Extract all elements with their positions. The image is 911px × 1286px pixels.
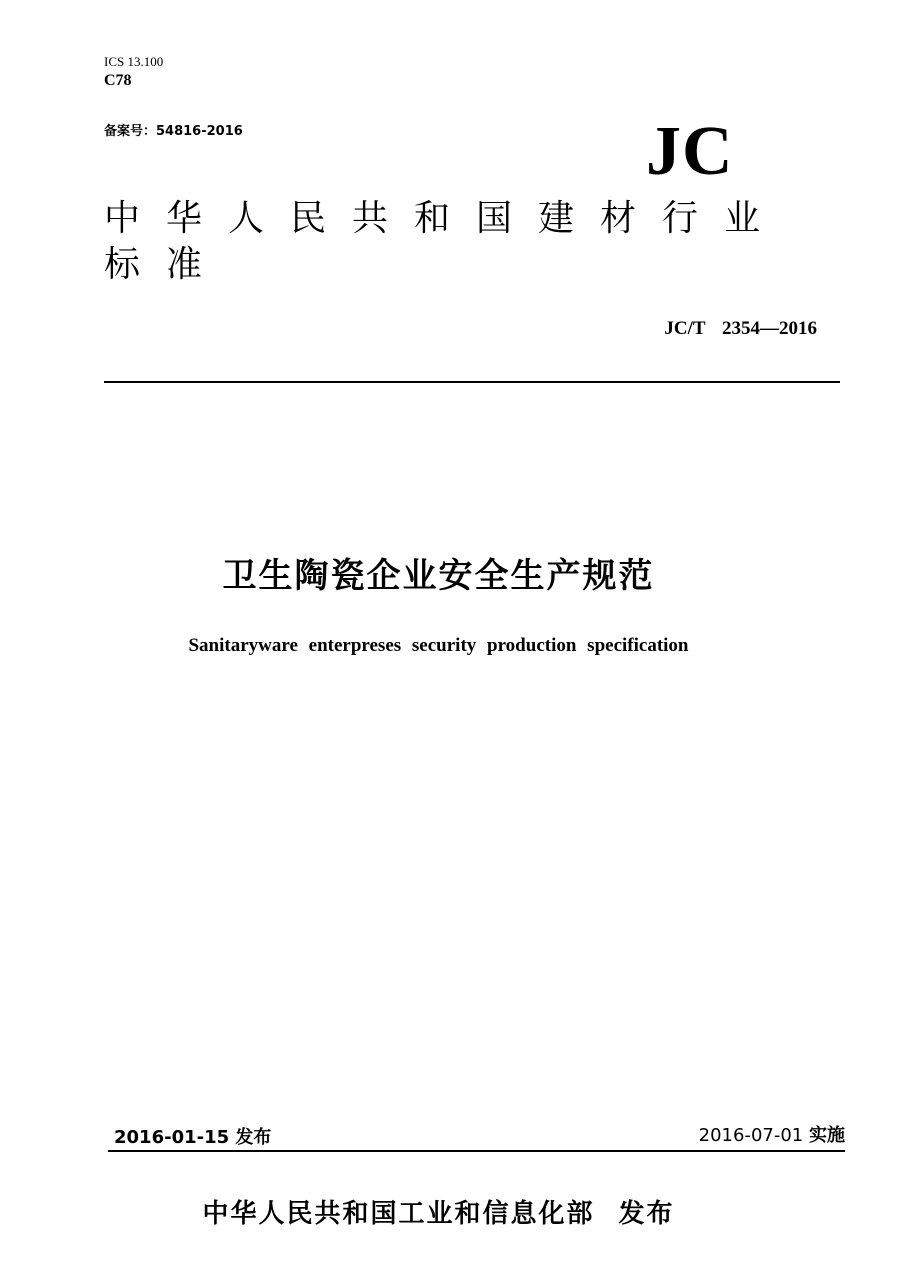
standard-title: 中华人民共和国建材行业标准 (104, 198, 787, 285)
issuer (0, 1193, 911, 1230)
implementation-label: 实施 (809, 1125, 845, 1146)
issue-date: 2016-01-15 发布 (114, 1127, 272, 1148)
issuer-name: 中华人民共和国工业和信息化部 (202, 1199, 595, 1229)
filing-number: 备案号：54816-2016 (104, 124, 243, 139)
ics-code: ICS 13.100 (104, 54, 164, 69)
implementation-date (699, 1121, 845, 1147)
standard-mark: JC (646, 113, 734, 190)
standard-number: JC/T 2354—2016 (664, 318, 817, 339)
document-subtitle: Sanitaryware enterpreses security production specification (188, 635, 689, 656)
document-title: 卫生陶瓷企业安全生产规范 (222, 556, 655, 596)
issuer-action: 发布 (618, 1199, 675, 1229)
bottom-divider (108, 1150, 845, 1152)
top-divider (104, 381, 840, 383)
ccs-code: C78 (104, 72, 132, 89)
implementation-date-value: 2016-07-01 (698, 1125, 804, 1146)
